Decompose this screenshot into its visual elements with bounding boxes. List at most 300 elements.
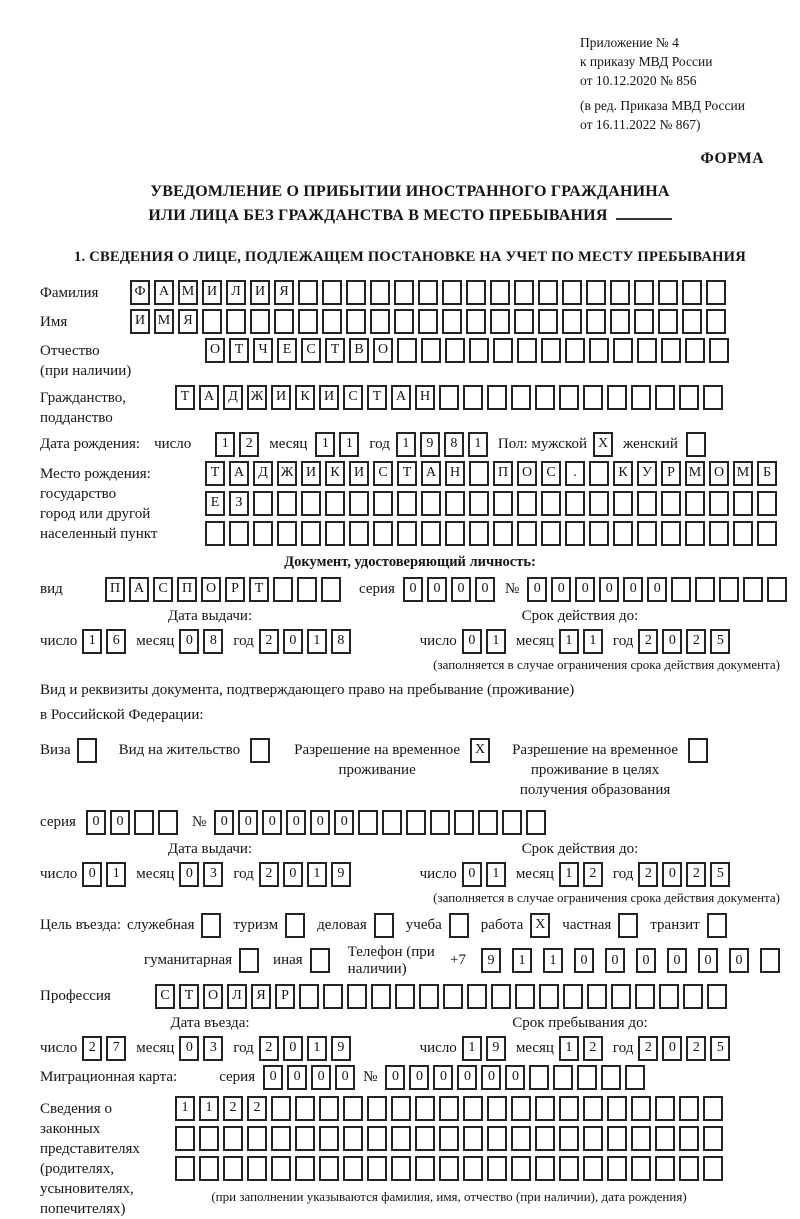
official-checkbox[interactable] xyxy=(201,913,221,938)
form-cell[interactable] xyxy=(421,491,441,516)
form-cell[interactable] xyxy=(397,521,417,546)
form-cell[interactable] xyxy=(514,280,534,305)
form-cell[interactable] xyxy=(679,1096,699,1121)
form-cell[interactable] xyxy=(442,280,462,305)
form-cell[interactable]: 0 xyxy=(481,1065,501,1090)
form-cell[interactable]: 0 xyxy=(599,577,619,602)
form-cell[interactable]: 0 xyxy=(574,948,594,973)
form-cell[interactable]: 5 xyxy=(710,1036,730,1061)
form-cell[interactable] xyxy=(757,491,777,516)
form-cell[interactable] xyxy=(277,491,297,516)
form-cell[interactable] xyxy=(439,385,459,410)
form-cell[interactable]: 1 xyxy=(307,629,327,654)
form-cell[interactable] xyxy=(487,385,507,410)
form-cell[interactable]: К xyxy=(613,461,633,486)
form-cell[interactable]: 0 xyxy=(179,1036,199,1061)
form-cell[interactable]: П xyxy=(177,577,197,602)
form-cell[interactable]: 0 xyxy=(457,1065,477,1090)
form-cell[interactable] xyxy=(631,1126,651,1151)
form-cell[interactable] xyxy=(625,1065,645,1090)
form-cell[interactable] xyxy=(583,1156,603,1181)
form-cell[interactable] xyxy=(439,1156,459,1181)
form-cell[interactable]: 0 xyxy=(179,629,199,654)
form-cell[interactable] xyxy=(655,1096,675,1121)
form-cell[interactable]: 0 xyxy=(335,1065,355,1090)
form-cell[interactable]: 6 xyxy=(106,629,126,654)
form-cell[interactable] xyxy=(637,521,657,546)
form-cell[interactable]: 0 xyxy=(462,629,482,654)
form-cell[interactable] xyxy=(539,984,559,1009)
form-cell[interactable]: И xyxy=(301,461,321,486)
form-cell[interactable] xyxy=(134,810,154,835)
form-cell[interactable]: Т xyxy=(397,461,417,486)
form-cell[interactable]: 9 xyxy=(420,432,440,457)
form-cell[interactable] xyxy=(655,1156,675,1181)
form-cell[interactable] xyxy=(271,1156,291,1181)
form-cell[interactable]: Я xyxy=(251,984,271,1009)
form-cell[interactable] xyxy=(371,984,391,1009)
form-cell[interactable] xyxy=(562,309,582,334)
form-cell[interactable] xyxy=(760,948,780,973)
form-cell[interactable] xyxy=(719,577,739,602)
form-cell[interactable]: 5 xyxy=(710,629,730,654)
form-cell[interactable] xyxy=(634,309,654,334)
form-cell[interactable] xyxy=(463,1126,483,1151)
form-cell[interactable] xyxy=(529,1065,549,1090)
form-cell[interactable] xyxy=(526,810,546,835)
form-cell[interactable] xyxy=(415,1126,435,1151)
form-cell[interactable]: О xyxy=(203,984,223,1009)
form-cell[interactable] xyxy=(301,521,321,546)
form-cell[interactable]: П xyxy=(105,577,125,602)
form-cell[interactable]: 0 xyxy=(662,862,682,887)
form-cell[interactable] xyxy=(703,1096,723,1121)
form-cell[interactable]: 0 xyxy=(311,1065,331,1090)
form-cell[interactable]: 2 xyxy=(638,629,658,654)
form-cell[interactable]: 0 xyxy=(527,577,547,602)
form-cell[interactable] xyxy=(607,1126,627,1151)
transit-checkbox[interactable] xyxy=(707,913,727,938)
form-cell[interactable] xyxy=(631,385,651,410)
form-cell[interactable] xyxy=(661,521,681,546)
form-cell[interactable] xyxy=(659,984,679,1009)
form-cell[interactable]: 2 xyxy=(638,862,658,887)
form-cell[interactable] xyxy=(469,338,489,363)
form-cell[interactable] xyxy=(367,1096,387,1121)
form-cell[interactable]: 1 xyxy=(215,432,235,457)
form-cell[interactable]: 2 xyxy=(247,1096,267,1121)
form-cell[interactable] xyxy=(397,338,417,363)
form-cell[interactable] xyxy=(767,577,787,602)
form-cell[interactable] xyxy=(703,1126,723,1151)
form-cell[interactable] xyxy=(695,577,715,602)
form-cell[interactable]: А xyxy=(154,280,174,305)
form-cell[interactable] xyxy=(321,577,341,602)
form-cell[interactable] xyxy=(325,521,345,546)
form-cell[interactable]: П xyxy=(493,461,513,486)
form-cell[interactable] xyxy=(563,984,583,1009)
form-cell[interactable] xyxy=(733,521,753,546)
form-cell[interactable] xyxy=(613,491,633,516)
form-cell[interactable]: О xyxy=(205,338,225,363)
form-cell[interactable]: 1 xyxy=(199,1096,219,1121)
form-cell[interactable] xyxy=(586,280,606,305)
form-cell[interactable] xyxy=(343,1096,363,1121)
form-cell[interactable] xyxy=(358,810,378,835)
form-cell[interactable] xyxy=(319,1156,339,1181)
form-cell[interactable] xyxy=(397,491,417,516)
form-cell[interactable]: Т xyxy=(179,984,199,1009)
form-cell[interactable] xyxy=(493,491,513,516)
form-cell[interactable] xyxy=(223,1126,243,1151)
form-cell[interactable]: Т xyxy=(249,577,269,602)
form-cell[interactable] xyxy=(610,309,630,334)
form-cell[interactable]: 1 xyxy=(583,629,603,654)
form-cell[interactable]: О xyxy=(709,461,729,486)
form-cell[interactable] xyxy=(658,280,678,305)
form-cell[interactable] xyxy=(454,810,474,835)
form-cell[interactable] xyxy=(535,385,555,410)
form-cell[interactable] xyxy=(610,280,630,305)
form-cell[interactable]: А xyxy=(129,577,149,602)
form-cell[interactable]: 1 xyxy=(175,1096,195,1121)
form-cell[interactable] xyxy=(559,1156,579,1181)
form-cell[interactable]: 1 xyxy=(462,1036,482,1061)
form-cell[interactable] xyxy=(535,1096,555,1121)
form-cell[interactable] xyxy=(655,385,675,410)
form-cell[interactable]: 0 xyxy=(451,577,471,602)
form-cell[interactable] xyxy=(346,280,366,305)
form-cell[interactable] xyxy=(601,1065,621,1090)
form-cell[interactable]: Т xyxy=(367,385,387,410)
form-cell[interactable] xyxy=(733,491,753,516)
form-cell[interactable]: В xyxy=(349,338,369,363)
private-checkbox[interactable] xyxy=(618,913,638,938)
temp-permit-edu-checkbox[interactable] xyxy=(688,738,708,763)
form-cell[interactable] xyxy=(671,577,691,602)
form-cell[interactable] xyxy=(577,1065,597,1090)
form-cell[interactable]: 0 xyxy=(698,948,718,973)
work-checkbox[interactable]: X xyxy=(530,913,550,938)
form-cell[interactable]: 1 xyxy=(559,1036,579,1061)
form-cell[interactable]: 2 xyxy=(583,862,603,887)
form-cell[interactable] xyxy=(430,810,450,835)
form-cell[interactable] xyxy=(463,385,483,410)
form-cell[interactable]: 1 xyxy=(512,948,532,973)
form-cell[interactable] xyxy=(421,338,441,363)
form-cell[interactable] xyxy=(322,280,342,305)
form-cell[interactable]: 0 xyxy=(110,810,130,835)
form-cell[interactable] xyxy=(273,577,293,602)
form-cell[interactable] xyxy=(382,810,402,835)
form-cell[interactable] xyxy=(298,280,318,305)
form-cell[interactable] xyxy=(706,309,726,334)
form-cell[interactable] xyxy=(679,385,699,410)
form-cell[interactable]: 1 xyxy=(307,1036,327,1061)
form-cell[interactable] xyxy=(559,1096,579,1121)
form-cell[interactable]: С xyxy=(155,984,175,1009)
form-cell[interactable] xyxy=(685,338,705,363)
form-cell[interactable] xyxy=(439,1126,459,1151)
form-cell[interactable] xyxy=(655,1126,675,1151)
form-cell[interactable]: 0 xyxy=(283,862,303,887)
form-cell[interactable] xyxy=(631,1096,651,1121)
form-cell[interactable] xyxy=(274,309,294,334)
form-cell[interactable]: 1 xyxy=(396,432,416,457)
form-cell[interactable] xyxy=(559,1126,579,1151)
form-cell[interactable]: 0 xyxy=(623,577,643,602)
form-cell[interactable] xyxy=(709,491,729,516)
form-cell[interactable] xyxy=(658,309,678,334)
form-cell[interactable] xyxy=(538,309,558,334)
form-cell[interactable] xyxy=(175,1126,195,1151)
male-checkbox[interactable]: X xyxy=(593,432,613,457)
form-cell[interactable]: О xyxy=(201,577,221,602)
form-cell[interactable] xyxy=(370,309,390,334)
form-cell[interactable] xyxy=(535,1126,555,1151)
form-cell[interactable]: А xyxy=(421,461,441,486)
form-cell[interactable]: А xyxy=(199,385,219,410)
form-cell[interactable] xyxy=(589,338,609,363)
form-cell[interactable] xyxy=(679,1126,699,1151)
form-cell[interactable] xyxy=(343,1156,363,1181)
form-cell[interactable] xyxy=(277,521,297,546)
form-cell[interactable]: 0 xyxy=(462,862,482,887)
form-cell[interactable] xyxy=(367,1156,387,1181)
other-checkbox[interactable] xyxy=(310,948,330,973)
form-cell[interactable] xyxy=(613,521,633,546)
form-cell[interactable] xyxy=(469,461,489,486)
form-cell[interactable] xyxy=(443,984,463,1009)
form-cell[interactable] xyxy=(757,521,777,546)
form-cell[interactable] xyxy=(490,309,510,334)
form-cell[interactable]: 2 xyxy=(686,862,706,887)
form-cell[interactable]: 0 xyxy=(575,577,595,602)
form-cell[interactable]: И xyxy=(250,280,270,305)
form-cell[interactable] xyxy=(295,1126,315,1151)
temp-permit-checkbox[interactable]: X xyxy=(470,738,490,763)
form-cell[interactable] xyxy=(514,309,534,334)
form-cell[interactable] xyxy=(395,984,415,1009)
form-cell[interactable] xyxy=(502,810,522,835)
form-cell[interactable] xyxy=(226,309,246,334)
form-cell[interactable] xyxy=(175,1156,195,1181)
form-cell[interactable] xyxy=(586,309,606,334)
form-cell[interactable]: Е xyxy=(277,338,297,363)
form-cell[interactable] xyxy=(421,521,441,546)
form-cell[interactable] xyxy=(295,1096,315,1121)
form-cell[interactable]: 0 xyxy=(214,810,234,835)
visa-checkbox[interactable] xyxy=(77,738,97,763)
form-cell[interactable]: 0 xyxy=(286,810,306,835)
form-cell[interactable]: 0 xyxy=(283,1036,303,1061)
form-cell[interactable]: 0 xyxy=(647,577,667,602)
form-cell[interactable]: 0 xyxy=(662,1036,682,1061)
form-cell[interactable]: 0 xyxy=(729,948,749,973)
form-cell[interactable] xyxy=(553,1065,573,1090)
form-cell[interactable]: . xyxy=(565,461,585,486)
form-cell[interactable] xyxy=(445,491,465,516)
form-cell[interactable]: Т xyxy=(175,385,195,410)
form-cell[interactable]: 2 xyxy=(82,1036,102,1061)
form-cell[interactable]: 2 xyxy=(638,1036,658,1061)
form-cell[interactable]: 0 xyxy=(385,1065,405,1090)
form-cell[interactable]: 0 xyxy=(636,948,656,973)
form-cell[interactable]: 0 xyxy=(86,810,106,835)
form-cell[interactable]: М xyxy=(685,461,705,486)
form-cell[interactable]: 1 xyxy=(315,432,335,457)
form-cell[interactable] xyxy=(391,1126,411,1151)
form-cell[interactable] xyxy=(297,577,317,602)
form-cell[interactable] xyxy=(415,1096,435,1121)
form-cell[interactable]: 0 xyxy=(334,810,354,835)
form-cell[interactable] xyxy=(271,1126,291,1151)
form-cell[interactable] xyxy=(511,1156,531,1181)
form-cell[interactable] xyxy=(250,309,270,334)
form-cell[interactable]: 7 xyxy=(106,1036,126,1061)
form-cell[interactable]: И xyxy=(130,309,150,334)
form-cell[interactable]: 0 xyxy=(667,948,687,973)
form-cell[interactable]: 2 xyxy=(223,1096,243,1121)
form-cell[interactable] xyxy=(325,491,345,516)
form-cell[interactable]: И xyxy=(349,461,369,486)
form-cell[interactable]: Р xyxy=(275,984,295,1009)
form-cell[interactable]: 2 xyxy=(259,1036,279,1061)
form-cell[interactable] xyxy=(743,577,763,602)
form-cell[interactable] xyxy=(229,521,249,546)
form-cell[interactable]: 2 xyxy=(259,629,279,654)
form-cell[interactable] xyxy=(391,1156,411,1181)
form-cell[interactable]: 1 xyxy=(339,432,359,457)
form-cell[interactable] xyxy=(515,984,535,1009)
form-cell[interactable]: С xyxy=(153,577,173,602)
form-cell[interactable] xyxy=(491,984,511,1009)
form-cell[interactable]: Ф xyxy=(130,280,150,305)
form-cell[interactable]: 0 xyxy=(605,948,625,973)
form-cell[interactable] xyxy=(463,1156,483,1181)
form-cell[interactable] xyxy=(343,1126,363,1151)
form-cell[interactable]: 1 xyxy=(307,862,327,887)
form-cell[interactable]: 9 xyxy=(331,862,351,887)
form-cell[interactable] xyxy=(511,385,531,410)
form-cell[interactable] xyxy=(634,280,654,305)
form-cell[interactable]: 0 xyxy=(238,810,258,835)
form-cell[interactable]: З xyxy=(229,491,249,516)
form-cell[interactable] xyxy=(418,280,438,305)
form-cell[interactable]: К xyxy=(295,385,315,410)
form-cell[interactable] xyxy=(511,1096,531,1121)
form-cell[interactable]: О xyxy=(517,461,537,486)
form-cell[interactable]: 0 xyxy=(551,577,571,602)
residence-permit-checkbox[interactable] xyxy=(250,738,270,763)
form-cell[interactable]: 2 xyxy=(583,1036,603,1061)
form-cell[interactable] xyxy=(349,521,369,546)
form-cell[interactable]: 1 xyxy=(486,862,506,887)
form-cell[interactable] xyxy=(679,1156,699,1181)
form-cell[interactable] xyxy=(583,385,603,410)
form-cell[interactable]: 1 xyxy=(106,862,126,887)
form-cell[interactable]: Р xyxy=(225,577,245,602)
form-cell[interactable] xyxy=(394,309,414,334)
form-cell[interactable] xyxy=(535,1156,555,1181)
form-cell[interactable] xyxy=(271,1096,291,1121)
form-cell[interactable]: 0 xyxy=(283,629,303,654)
form-cell[interactable] xyxy=(517,491,537,516)
form-cell[interactable]: А xyxy=(391,385,411,410)
form-cell[interactable]: 2 xyxy=(686,629,706,654)
form-cell[interactable] xyxy=(493,338,513,363)
study-checkbox[interactable] xyxy=(449,913,469,938)
form-cell[interactable] xyxy=(562,280,582,305)
form-cell[interactable]: 9 xyxy=(331,1036,351,1061)
form-cell[interactable]: Т xyxy=(325,338,345,363)
form-cell[interactable]: М xyxy=(154,309,174,334)
form-cell[interactable]: 0 xyxy=(505,1065,525,1090)
form-cell[interactable] xyxy=(637,491,657,516)
form-cell[interactable] xyxy=(517,521,537,546)
form-cell[interactable] xyxy=(367,1126,387,1151)
form-cell[interactable] xyxy=(466,280,486,305)
form-cell[interactable] xyxy=(370,280,390,305)
form-cell[interactable] xyxy=(299,984,319,1009)
form-cell[interactable] xyxy=(373,491,393,516)
form-cell[interactable] xyxy=(607,1096,627,1121)
form-cell[interactable]: 9 xyxy=(486,1036,506,1061)
form-cell[interactable] xyxy=(322,309,342,334)
form-cell[interactable] xyxy=(541,491,561,516)
form-cell[interactable] xyxy=(706,280,726,305)
form-cell[interactable]: 3 xyxy=(203,1036,223,1061)
form-cell[interactable] xyxy=(703,1156,723,1181)
form-cell[interactable] xyxy=(613,338,633,363)
form-cell[interactable] xyxy=(347,984,367,1009)
form-cell[interactable] xyxy=(319,1096,339,1121)
form-cell[interactable]: Я xyxy=(274,280,294,305)
form-cell[interactable] xyxy=(247,1156,267,1181)
form-cell[interactable]: 1 xyxy=(559,862,579,887)
form-cell[interactable] xyxy=(541,338,561,363)
form-cell[interactable]: 2 xyxy=(239,432,259,457)
form-cell[interactable] xyxy=(295,1156,315,1181)
form-cell[interactable]: 0 xyxy=(310,810,330,835)
form-cell[interactable] xyxy=(466,309,486,334)
form-cell[interactable] xyxy=(445,338,465,363)
form-cell[interactable]: Т xyxy=(229,338,249,363)
form-cell[interactable]: Л xyxy=(227,984,247,1009)
form-cell[interactable] xyxy=(442,309,462,334)
form-cell[interactable]: 2 xyxy=(686,1036,706,1061)
form-cell[interactable] xyxy=(391,1096,411,1121)
form-cell[interactable]: М xyxy=(178,280,198,305)
form-cell[interactable]: 0 xyxy=(427,577,447,602)
form-cell[interactable]: А xyxy=(229,461,249,486)
form-cell[interactable] xyxy=(373,521,393,546)
form-cell[interactable]: 1 xyxy=(486,629,506,654)
form-cell[interactable] xyxy=(589,521,609,546)
form-cell[interactable] xyxy=(637,338,657,363)
form-cell[interactable] xyxy=(394,280,414,305)
form-cell[interactable]: 1 xyxy=(543,948,563,973)
form-cell[interactable] xyxy=(298,309,318,334)
form-cell[interactable] xyxy=(478,810,498,835)
form-cell[interactable] xyxy=(583,1096,603,1121)
form-cell[interactable] xyxy=(661,491,681,516)
tourism-checkbox[interactable] xyxy=(285,913,305,938)
form-cell[interactable] xyxy=(541,521,561,546)
form-cell[interactable] xyxy=(469,491,489,516)
form-cell[interactable] xyxy=(559,385,579,410)
form-cell[interactable] xyxy=(419,984,439,1009)
